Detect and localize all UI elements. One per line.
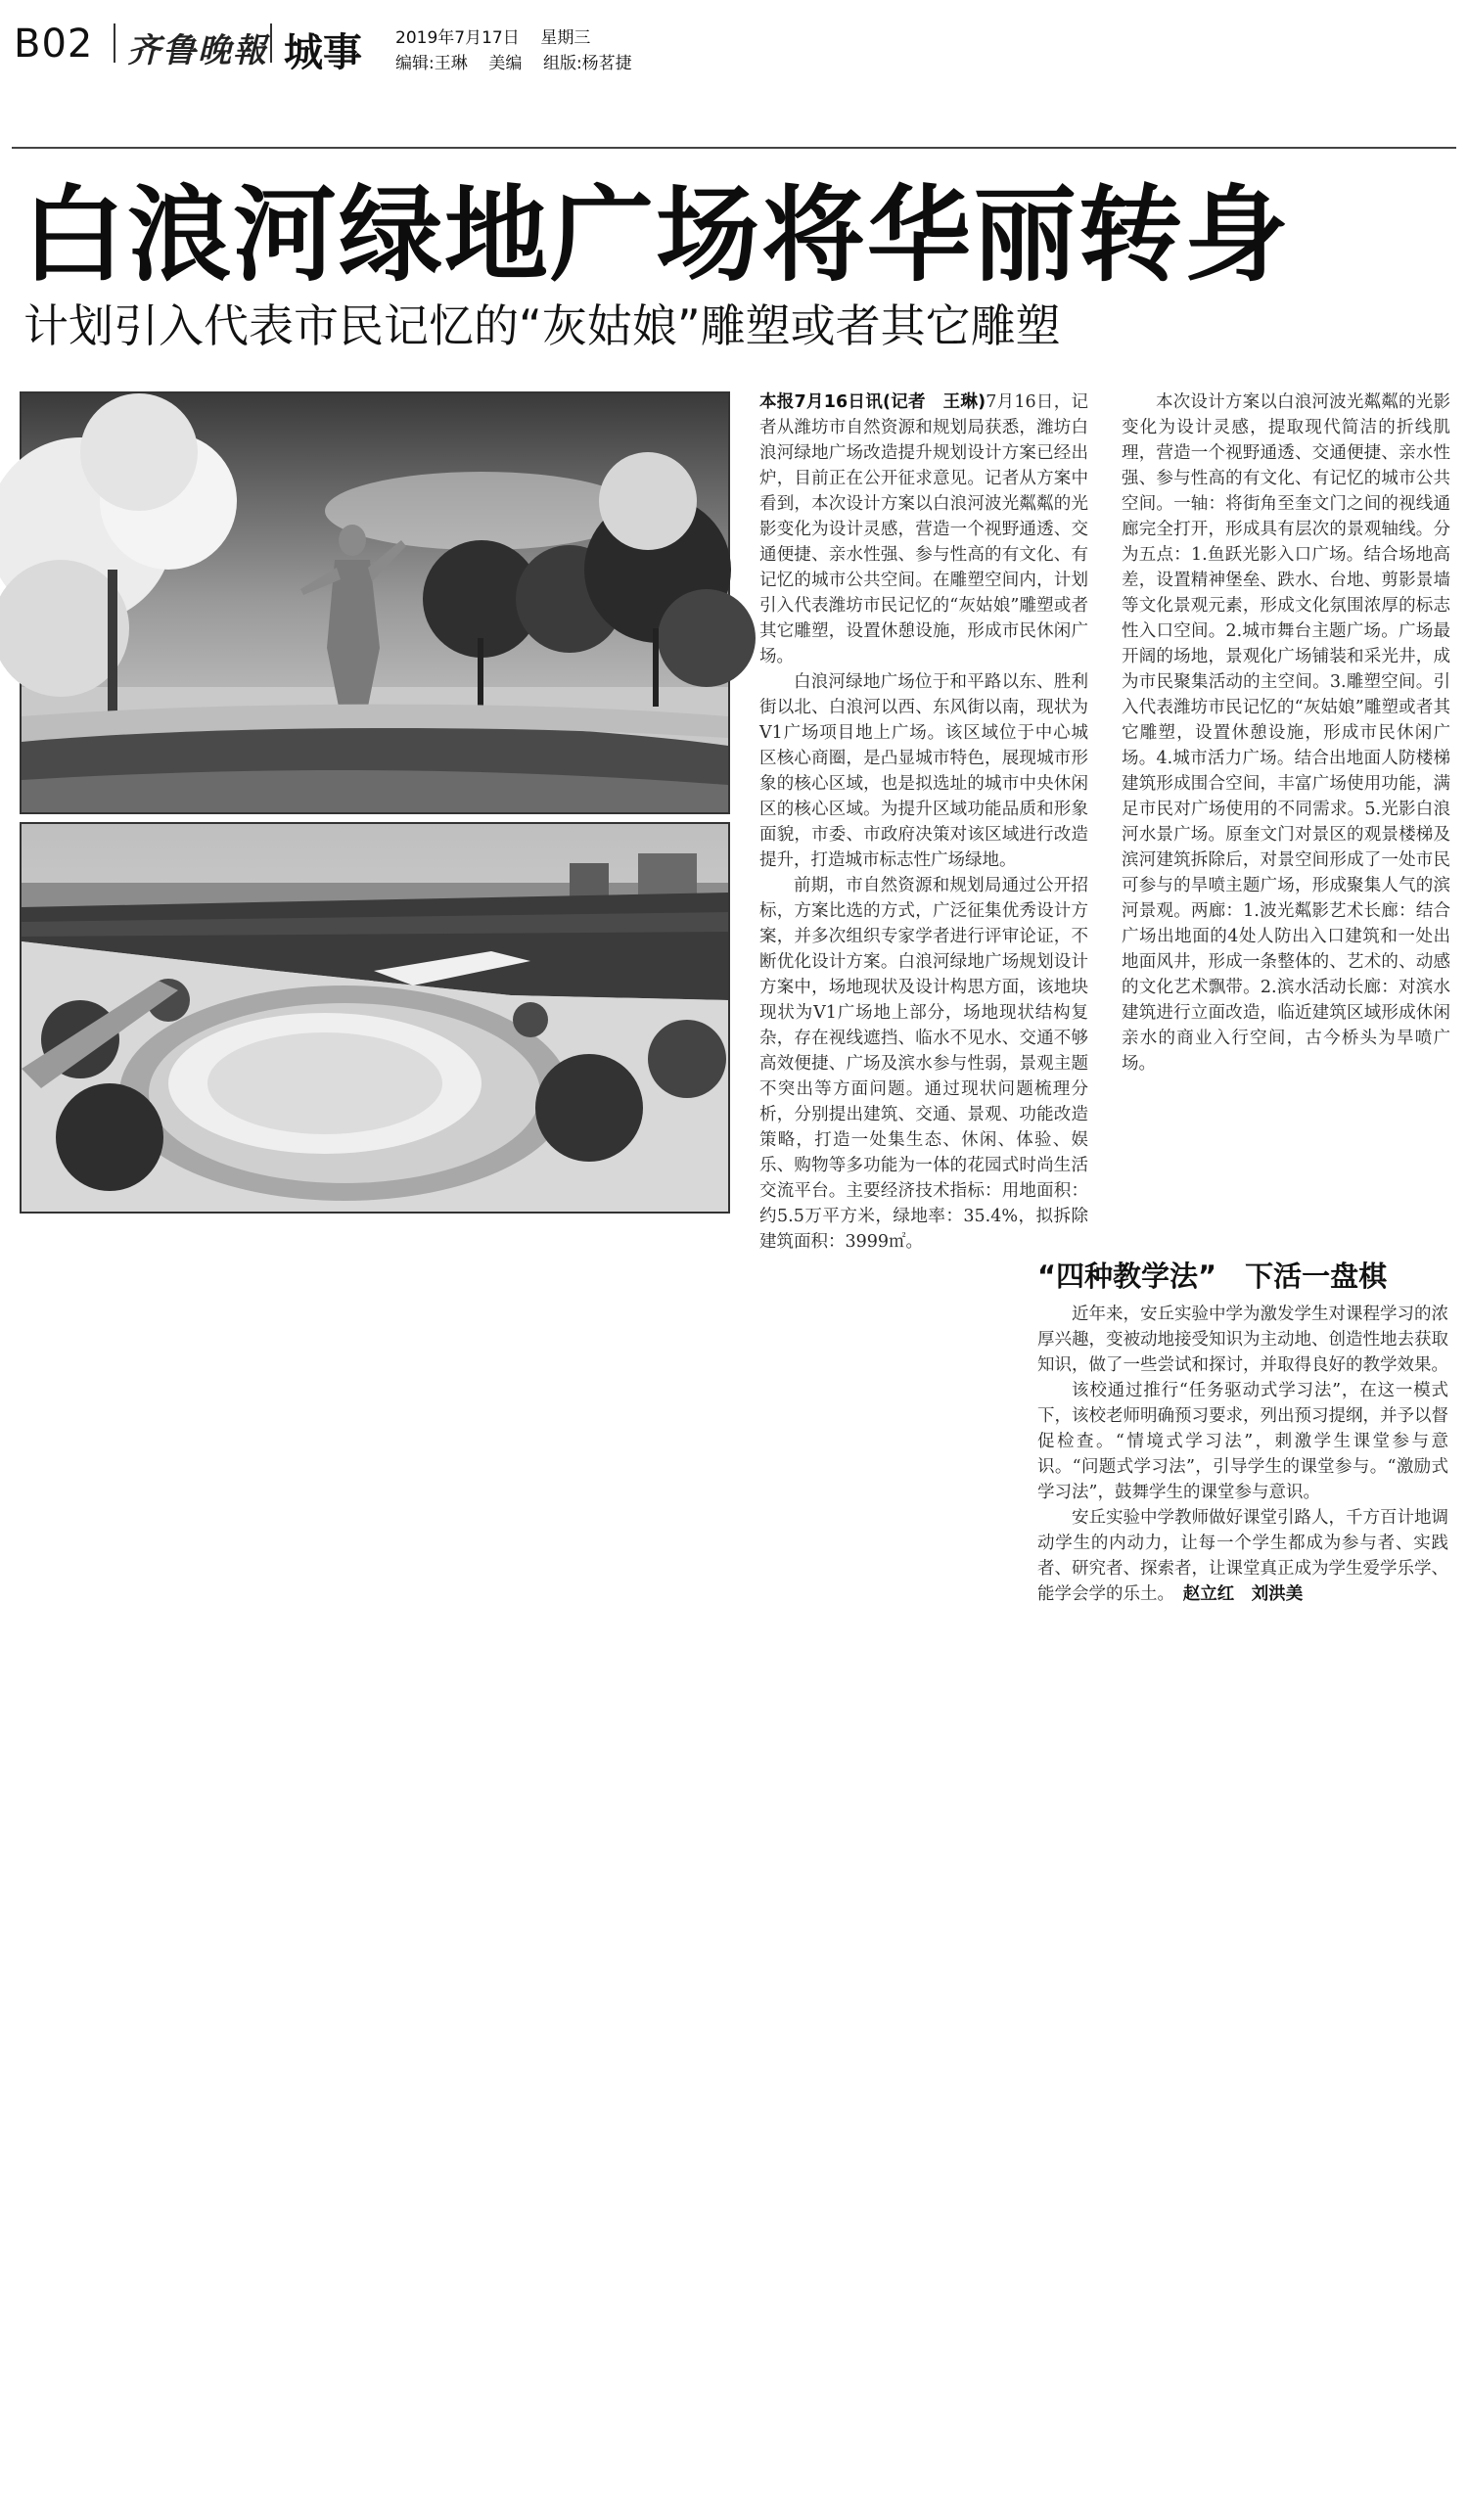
brief-byline: 赵立红 刘洪美	[1182, 1584, 1304, 1604]
article-paragraph: 白浪河绿地广场位于和平路以东、胜利街以北、白浪河以西、东风街以南，现状为V1广场项目地上广场。该区域位于中心城区核心商圈，是凸显城市特色，展现城市形象的核心区域，也是拟选址的城市中央休闲区的核心区域。为提升区域功能品质和形象面貌，市委、市政府决策对该区域进行改造提升，打造城市标志性广场绿地。	[759, 672, 1088, 870]
article-paragraph: 本次设计方案以白浪河波光粼粼的光影变化为设计灵感，提取现代简洁的折线肌理，营造一个视野通透、交通便捷、亲水性强、参与性高的有文化、有记忆的城市公共空间。一轴：将街角至奎文门之间的视线通廊完全打开，形成具有层次的景观轴线。分为五点：1.鱼跃光影入口广场。结合场地高差，设置精神堡垒、跌水、台地、剪影景墙等文化景观元素，形成文化氛围浓厚的标志性入口空间。2.城市舞台主题广场。广场最开阔的场地，景观化广场铺装和采光井，成为市民聚集活动的主空间。3.雕塑空间。引入代表潍坊市民记忆的“灰姑娘”雕塑或者其它雕塑，设置休憩设施，形成市民休闲广场。4.城市活力广场。结合出地面人防楼梯建筑形成围合空间，丰富广场使用功能，满足市民对广场使用的不同需求。5.光影白浪河水景广场。原奎文门对景区的观景楼梯及滨河建筑拆除后，对景空间形成了一处市民可参与的旱喷主题广场，形成聚集人气的滨河景观。两廊：1.波光粼影艺术长廊：结合广场出地面的4处人防出入口建筑和一处出地面风井，形成一条整体的、艺术的、动感的文化艺术飘带。2.滨水活动长廊：对滨水建筑进行立面改造，临近建筑区域形成休闲亲水的商业入行空间，古今桥头为旱喷广场。	[1122, 392, 1450, 1074]
masthead-divider	[270, 23, 272, 63]
masthead-divider	[114, 23, 115, 63]
headline: 白浪河绿地广场将华丽转身	[22, 175, 1290, 296]
article-column-1	[759, 389, 1088, 1252]
brief-paragraph: 近年来，安丘实验中学为激发学生对课程学习的浓厚兴趣，变被动地接受知识为主动地、创造性地去获取知识，做了一些尝试和探讨，并取得良好的教学效果。	[1037, 1305, 1448, 1375]
brief-paragraph: 该校通过推行“任务驱动式学习法”，在这一模式下，该校老师明确预习要求，列出预习提纲，并予以督促检查。“情境式学习法”，刺激学生课堂参与意识。“问题式学习法”，引导学生的课堂参与。“激励式学习法”，鼓舞学生的课堂参与意识。	[1037, 1381, 1448, 1502]
page-number: B02	[14, 22, 94, 67]
header-rule	[12, 147, 1456, 149]
sculpture-rendering-photo	[20, 391, 730, 814]
article-lead: 本报7月16日讯(记者 王琳)	[759, 392, 986, 412]
section-name: 城事	[284, 30, 362, 75]
editors-line: 编辑:王琳 美编 组版:杨茗捷	[395, 54, 632, 73]
subheadline: 计划引入代表市民记忆的“灰姑娘”雕塑或者其它雕塑	[23, 299, 1061, 352]
article-column-2	[1122, 389, 1450, 1208]
brief-title: “四种教学法” 下活一盘棋	[1037, 1260, 1388, 1293]
brief-body	[1037, 1302, 1448, 1607]
aerial-plaza-rendering-photo	[20, 822, 730, 1214]
newspaper-logo: 齐鲁晚報	[127, 31, 268, 70]
article-paragraph: 前期，市自然资源和规划局通过公开招标，方案比选的方式，广泛征集优秀设计方案，并多次组织专家学者进行评审论证，不断优化设计方案。白浪河绿地广场规划设计方案中，场地现状及设计构思方面，该地块现状为V1广场地上部分，场地现状结构复杂，存在视线遮挡、临水不见水、交通不够高效便捷、广场及滨水参与性弱，景观主题不突出等方面问题。通过现状问题梳理分析，分别提出建筑、交通、景观、功能改造策略，打造一处集生态、休闲、体验、娱乐、购物等多功能为一体的花园式时尚生活交流平台。主要经济技术指标：用地面积：约5.5万平方米，绿地率：35.4%，拟拆除建筑面积：3999㎡。	[759, 876, 1088, 1252]
article-paragraph: 7月16日，记者从潍坊市自然资源和规划局获悉，潍坊白浪河绿地广场改造提升规划设计方案已经出炉，目前正在公开征求意见。记者从方案中看到，本次设计方案以白浪河波光粼粼的光影变化为设计灵感，营造一个视野通透、交通便捷、亲水性强、参与性高的有文化、有记忆的城市公共空间。在雕塑空间内，计划引入代表潍坊市民记忆的“灰姑娘”雕塑或者其它雕塑，设置休憩设施，形成市民休闲广场。	[759, 392, 1088, 666]
date-line: 2019年7月17日 星期三	[395, 28, 591, 48]
brief-paragraph: 安丘实验中学教师做好课堂引路人，千方百计地调动学生的内动力，让每一个学生都成为参与者、实践者、研究者、探索者，让课堂真正成为学生爱学乐学、能学会学的乐土。	[1037, 1508, 1448, 1604]
